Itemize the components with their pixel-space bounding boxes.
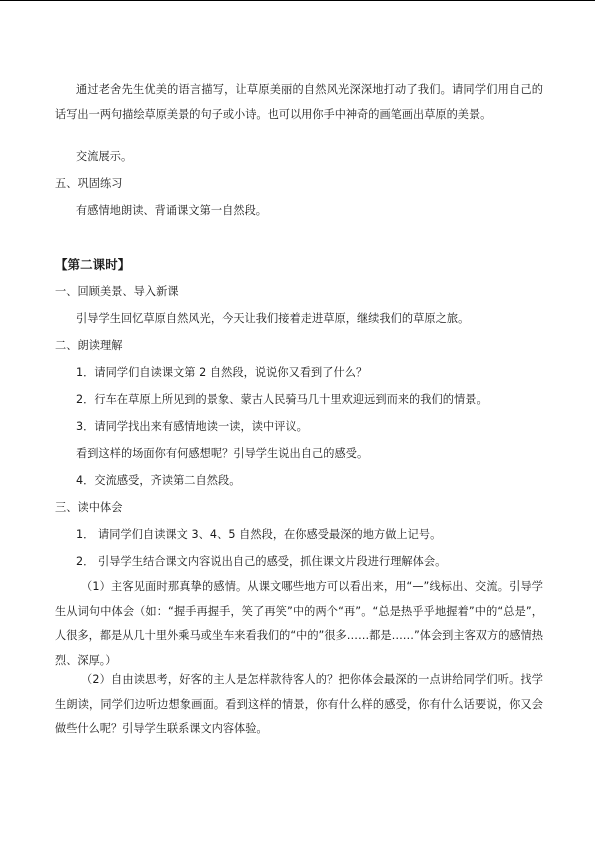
list-item-reading-3: 3．请同学找出来有感情地读一读，读中评议。 xyxy=(76,420,308,433)
paragraph-hospitality: （2）自由读思考，好客的主人是怎样款待客人的？把你体会最深的一点讲给同学们听。找学生朗读，同学们边听边想象画面。看到这样的情景，你有什么样的感受，你有什么话要说，你又会做些什么呢？引导学生联系课文内容体验。 xyxy=(55,673,543,735)
paragraph-exchange-show: 交流展示。 xyxy=(76,150,133,163)
paragraph-describe-grassland: 通过老舍先生优美的语言描写，让草原美丽的自然风光深深地打动了我们。请同学们用自己的话写出一两句描绘草原美景的句子或小诗。也可以用你手中神奇的画笔画出草原的美景。 xyxy=(55,83,543,121)
paragraph-intro: 引导学生回忆草原自然风光，今天让我们接着走进草原，继续我们的草原之旅。 xyxy=(76,312,470,325)
section-title-experience: 三、读中体会 xyxy=(55,501,123,514)
lesson-heading: 【第二课时】 xyxy=(55,257,131,272)
paragraph-feelings: 看到这样的场面你有何感想呢？引导学生说出自己的感受。 xyxy=(76,447,369,460)
section-title-consolidate: 五、巩固练习 xyxy=(55,177,123,190)
section-title-review: 一、回顾美景、导入新课 xyxy=(55,285,179,298)
section-title-reading: 二、朗读理解 xyxy=(55,339,123,352)
list-item-reading-1: 1．请同学们自读课文第 2 自然段，说说你又看到了什么？ xyxy=(76,366,368,379)
list-item-reading-2: 2．行车在草原上所见到的景象、蒙古人民骑马几十里欢迎远到而来的我们的情景。 xyxy=(76,393,488,406)
paragraph-host-guest-feelings: （1）主客见面时那真挚的感情。从课文哪些地方可以看出来，用“—”线标出、交流。引导学生从词句中体会（如：“握手再握手，笑了再笑”中的两个“再”。“总是热乎乎地握着”中的“总是”，人很多，都是从几十里外乘马或坐车来看我们的“中的”很多……都是……”体会到主客双方的感情热烈、深厚。） xyxy=(55,580,543,667)
list-item-experience-2: 2． 引导学生结合课文内容说出自己的感受，抓住课文片段进行理解体会。 xyxy=(76,555,447,568)
list-item-reading-4: 4．交流感受，齐读第二自然段。 xyxy=(76,474,241,487)
paragraph-recite: 有感情地朗读、背诵课文第一自然段。 xyxy=(76,204,268,217)
list-item-experience-1: 1． 请同学们自读课文 3、4、5 自然段，在你感受最深的地方做上记号。 xyxy=(76,528,442,541)
